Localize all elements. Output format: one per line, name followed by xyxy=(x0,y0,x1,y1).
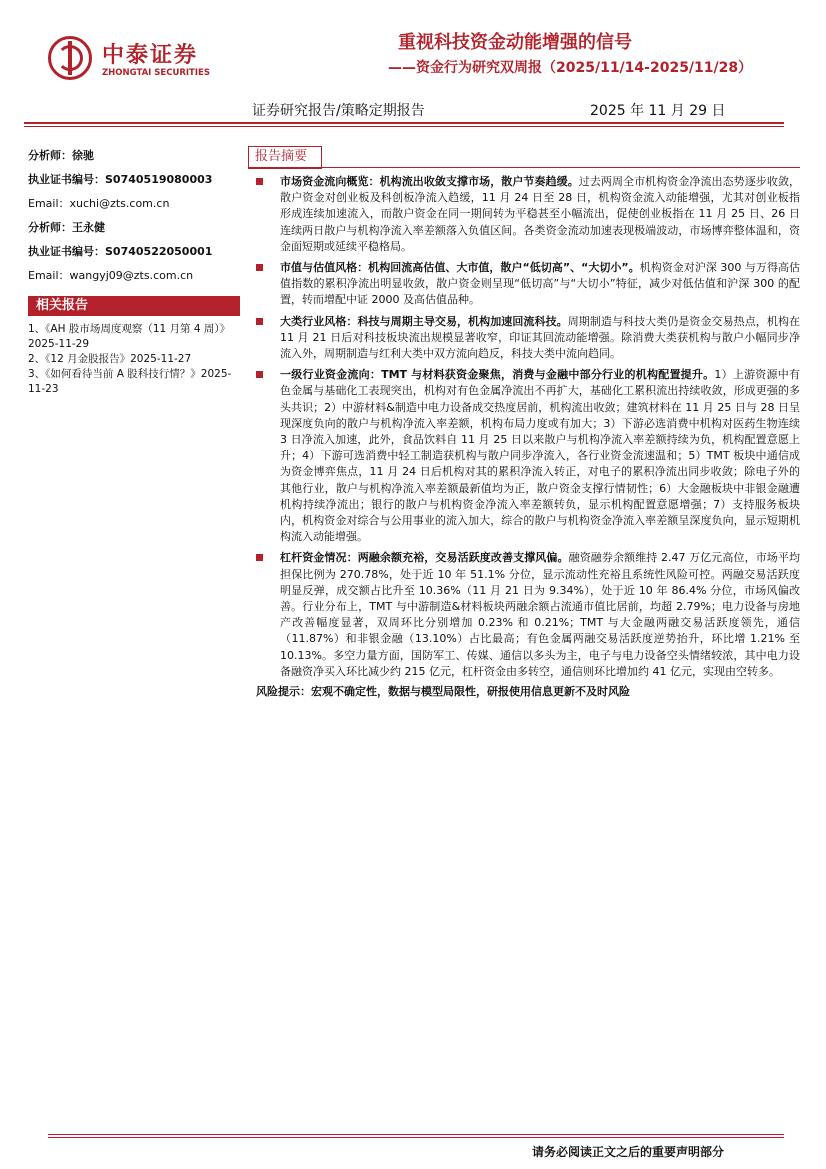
logo-text-cn: 中泰证券 xyxy=(102,43,199,68)
summary-item-text: 1）上游资源中有色金属与基础化工表现突出，机构对有色金属净流出不再扩大，基础化工累积流出持续收敛，形成更强的多头共识；2）中游材料&制造中电力设备成交热度居前，机构流出收敛；建筑材料在 11 月 25 日与 28 日呈现深度负向的散户与机构净流入率差额，机构布局力度或有加大；3）下游必选消费中机构对医药生物连续 3 日净流入加速，此外，食品饮料自 11 月 25 日以来散户与机构净流入率差额持续为负，机构配置意愿上升；4）下游可选消费中轻工制造获机构与散户同步净流入，各行业资金流速温和；5）TMT 板块中通信成为资金博弈焦点，11 月 24 日后机构对其的累积净流入转正，对电子的累积净流出同步收敛；除电子外的其他行业，散户与机构净流入率差额最新值均为正，散户资金支撑行情韧性；6）大金融板块中非银金融遭机构持续净流出；银行的散户与机构资金净流入率差额转负，显示机构配置意愿增强；7）支持服务板块内，机构资金对综合与公用事业的流入加大，综合的散户与机构资金净流入率差额呈深度负向，显示短期机构流入动能增强。 xyxy=(280,368,800,544)
header-rule xyxy=(24,122,784,124)
header-rule-thin xyxy=(24,126,784,127)
square-bullet-icon xyxy=(256,264,263,271)
sidebar xyxy=(28,148,240,397)
summary-item xyxy=(248,314,800,363)
summary-item xyxy=(248,367,800,545)
analyst-name: 分析师：王永健 xyxy=(28,221,105,234)
square-bullet-icon xyxy=(256,318,263,325)
footer-rule xyxy=(48,1134,784,1135)
related-reports-list xyxy=(28,322,240,397)
analyst-email: Email：wangyj09@zts.com.cn xyxy=(28,269,194,282)
analyst-cert: 执业证书编号：S0740519080003 xyxy=(28,173,213,186)
report-subtitle: ——资金行为研究双周报（2025/11/14-2025/11/28） xyxy=(388,60,753,76)
related-report-item[interactable]: 1、《AH 股市场周度观察（11 月第 4 周）》2025-11-29 xyxy=(28,323,231,350)
summary-item-lead: 杠杆资金情况：两融余额充裕，交易活跃度改善支撑风偏。 xyxy=(280,551,569,565)
summary-section xyxy=(248,146,800,700)
analyst-name: 分析师：徐驰 xyxy=(28,149,94,162)
summary-item xyxy=(248,550,800,680)
square-bullet-icon xyxy=(256,554,263,561)
related-report-item[interactable]: 2、《12 月金股报告》2025-11-27 xyxy=(28,353,192,365)
report-date: 2025 年 11 月 29 日 xyxy=(590,103,726,119)
summary-item-text: 机构资金对沪深 300 与万得高估值指数的累积净流出明显收敛，散户资金则呈现“低切高”与“大切小”特征，减少对低估值和沪深 300 的配置，转而增配中证 2000 及高估值品种。 xyxy=(280,261,800,307)
logo-mark-icon xyxy=(48,36,92,80)
report-title: 重视科技资金动能增强的信号 xyxy=(398,32,632,53)
summary-item-text: 融资融券余额维持 2.47 万亿元高位，市场平均担保比例为 270.78%，处于近 10 年 51.1% 分位，显示流动性充裕且系统性风险可控。两融交易活跃度明显反弹，成交额占比升至 10.36%（11 月 21 日为 9.34%），处于近 10 年 86.4% 分位，市场风偏改善。行业分布上，TMT 与中游制造&材料板块两融余额占流通市值比居前，均超 2.79%；电力设备与房地产改善幅度显著，双周环比分别增加 0.23% 和 0.21%；TMT 与大金融两融交易活跃度领先，通信（11.87%）和非银金融（13.10%）占比最高；有色金属两融交易活跃度逆势抬升，环比增 1.21% 至 10.13%。多空力量方面，国防军工、传媒、通信以多头为主，电子与电力设备空头情绪较浓，其中电力设备融资净买入环比减少约 215 亿元，杠杆资金由多转空，通信则环比增加约 41 亿元，实现由空转多。 xyxy=(280,551,801,678)
summary-item-text: 过去两周全市机构资金净流出态势逐步收敛，散户资金对创业板及科创板净流入趋缓，11 月 24 日至 28 日，机构资金流入动能增强，尤其对创业板指形成连续加速流入，而散户资金在同一期间转为平稳甚至小幅流出，促使创业板指在 11 月 25 日、26 日连续两日散户与机构净流入率差额落入负值区间。各类资金流动加速表现极端波动，市场博弈整体温和，资金面短期或延续平稳格局。 xyxy=(280,175,801,253)
analyst-cert: 执业证书编号：S0740522050001 xyxy=(28,245,213,258)
logo-text-en: ZHONGTAI SECURITIES xyxy=(102,68,210,78)
footer-disclaimer: 请务必阅读正文之后的重要声明部分 xyxy=(532,1145,725,1159)
summary-header-rule xyxy=(248,167,800,168)
summary-item-lead: 市场资金流向概览：机构流出收敛支撑市场，散户节奏趋缓。 xyxy=(280,175,579,188)
square-bullet-icon xyxy=(256,371,263,378)
summary-item-text: 周期制造与科技大类仍是资金交易热点，机构在 11 月 21 日后对科技板块流出规模显著收窄，印证其回流动能增强。除消费大类获机构与散户小幅同步净流入外，周期制造与红利大类中双方流向趋反，科技大类中流向趋同。 xyxy=(280,314,801,361)
analyst-email: Email：xuchi@zts.com.cn xyxy=(28,197,170,210)
summary-item-lead: 一级行业资金流向：TMT 与材料获资金聚焦，消费与金融中部分行业的机构配置提升。 xyxy=(280,368,715,382)
summary-item-lead: 大类行业风格：科技与周期主导交易，机构加速回流科技。 xyxy=(280,314,568,328)
square-bullet-icon xyxy=(256,178,263,185)
risk-warning: 风险提示：宏观不确定性，数据与模型局限性，研报使用信息更新不及时风险 xyxy=(256,685,630,699)
summary-item xyxy=(248,260,800,309)
summary-header: 报告摘要 xyxy=(248,146,322,169)
related-report-item[interactable]: 3、《如何看待当前 A 股科技行情？》2025-11-23 xyxy=(28,368,232,395)
footer-rule-thin xyxy=(48,1137,784,1138)
summary-item xyxy=(248,174,800,255)
report-type: 证券研究报告/策略定期报告 xyxy=(252,103,425,119)
summary-item-lead: 市值与估值风格：机构回流高估值、大市值，散户“低切高”、“大切小”。 xyxy=(280,261,640,275)
related-reports-header: 相关报告 xyxy=(28,296,240,316)
company-logo xyxy=(48,36,218,84)
